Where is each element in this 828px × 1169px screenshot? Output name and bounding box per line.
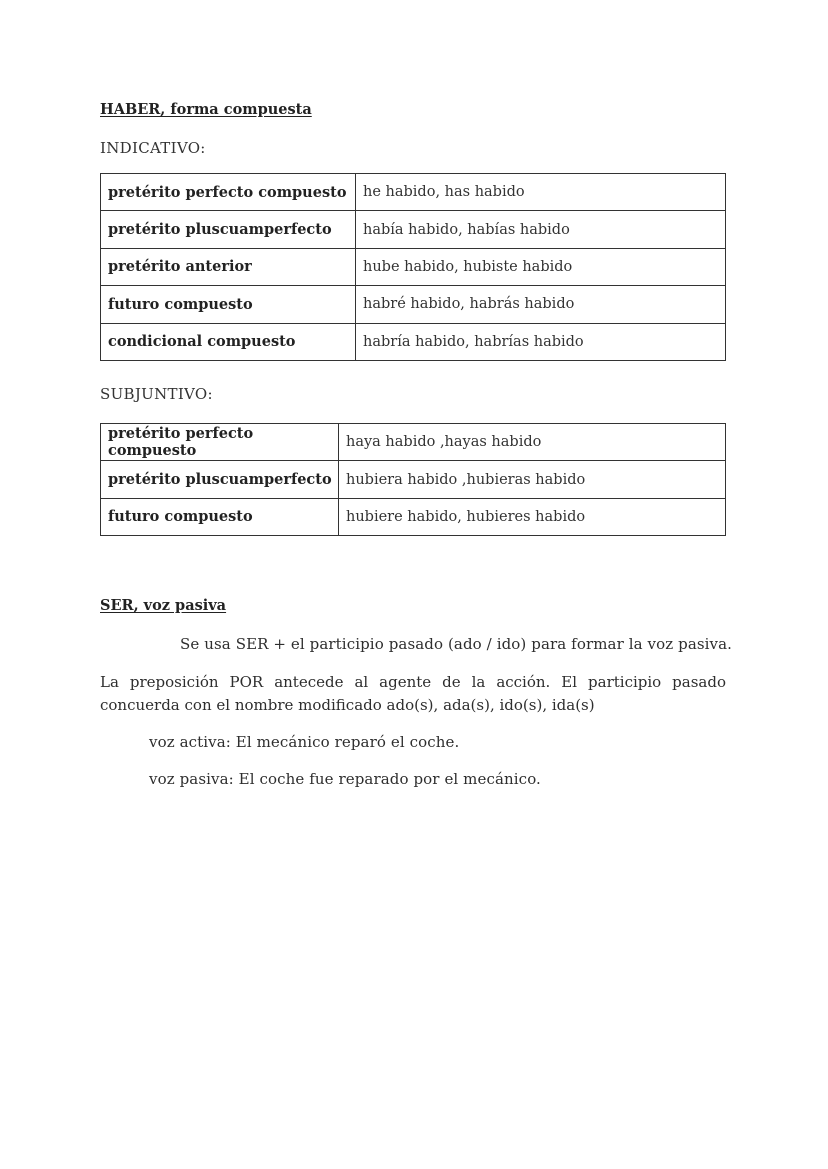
subjuntivo-label: SUBJUNTIVO:	[100, 385, 213, 403]
active-voice-example: voz activa: El mecánico reparó el coche.	[149, 733, 460, 751]
tense-cell: futuro compuesto	[101, 498, 339, 535]
table-row	[101, 424, 726, 461]
table-row	[101, 248, 726, 285]
forms-cell: habría habido, habrías habido	[356, 323, 726, 360]
forms-cell: hubiere habido, hubieres habido	[339, 498, 726, 535]
ser-explanation-text: La preposición POR antecede al agente de la acción. El participio pasado concuerda con el nombre modificado ado(s), ada(s), ido(s), ida(s)	[100, 673, 726, 714]
tense-cell: pretérito pluscuamperfecto	[101, 461, 339, 498]
tense-cell: condicional compuesto	[101, 323, 356, 360]
forms-cell: he habido, has habido	[356, 174, 726, 211]
forms-cell: había habido, habías habido	[356, 211, 726, 248]
indicativo-label: INDICATIVO:	[100, 139, 206, 157]
haber-section-title: HABER, forma compuesta	[100, 101, 312, 118]
tense-cell: pretérito anterior	[101, 248, 356, 285]
table-row	[101, 323, 726, 360]
subjuntivo-table	[100, 423, 726, 536]
table-row	[101, 211, 726, 248]
ser-section-title: SER, voz pasiva	[100, 597, 227, 614]
ser-rule-text: Se usa SER + el participio pasado (ado / ido) para formar la voz pasiva.	[180, 635, 733, 653]
tense-cell: pretérito perfecto compuesto	[101, 424, 339, 461]
forms-cell: habré habido, habrás habido	[356, 286, 726, 323]
tense-cell: futuro compuesto	[101, 286, 356, 323]
forms-cell: hube habido, hubiste habido	[356, 248, 726, 285]
passive-voice-example: voz pasiva: El coche fue reparado por el mecánico.	[149, 770, 541, 788]
tense-cell: pretérito pluscuamperfecto	[101, 211, 356, 248]
forms-cell: hubiera habido ,hubieras habido	[339, 461, 726, 498]
table-row	[101, 174, 726, 211]
table-row	[101, 461, 726, 498]
forms-cell: haya habido ,hayas habido	[339, 424, 726, 461]
table-row	[101, 286, 726, 323]
indicativo-table	[100, 173, 726, 361]
table-row	[101, 498, 726, 535]
tense-cell: pretérito perfecto compuesto	[101, 174, 356, 211]
